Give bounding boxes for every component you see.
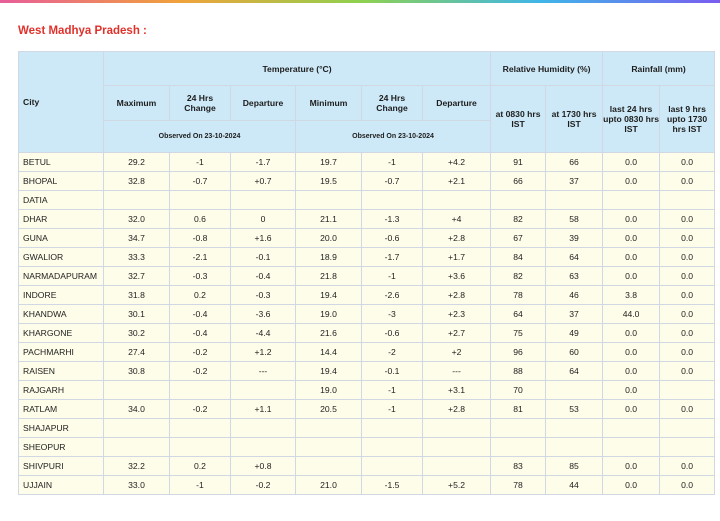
data-cell: 0.2 (170, 286, 231, 305)
data-cell: 30.8 (104, 362, 170, 381)
data-cell: 96 (491, 343, 546, 362)
data-cell (170, 191, 231, 210)
data-cell (660, 438, 715, 457)
data-cell: 21.8 (296, 267, 362, 286)
data-cell: -0.2 (170, 400, 231, 419)
data-cell: 81 (491, 400, 546, 419)
data-cell: 66 (491, 172, 546, 191)
data-cell: 19.4 (296, 286, 362, 305)
table-row (19, 343, 715, 362)
table-row (19, 172, 715, 191)
data-cell: 83 (491, 457, 546, 476)
data-cell: -1 (362, 381, 423, 400)
data-cell: -1.7 (231, 153, 296, 172)
data-cell: 34.7 (104, 229, 170, 248)
data-cell: 19.0 (296, 381, 362, 400)
data-cell (104, 419, 170, 438)
data-cell: 49 (546, 324, 603, 343)
data-cell (231, 191, 296, 210)
data-cell: 78 (491, 286, 546, 305)
data-cell: 27.4 (104, 343, 170, 362)
data-cell: 34.0 (104, 400, 170, 419)
data-cell (603, 191, 660, 210)
data-cell: 0.0 (660, 153, 715, 172)
data-cell: -0.8 (170, 229, 231, 248)
data-cell: +4 (423, 210, 491, 229)
city-name-cell: GWALIOR (19, 248, 104, 267)
data-cell: 64 (546, 248, 603, 267)
data-cell (546, 191, 603, 210)
data-cell (104, 381, 170, 400)
data-cell: 44 (546, 476, 603, 495)
data-cell: 0.0 (660, 172, 715, 191)
data-cell: 39 (546, 229, 603, 248)
header-rh-1730: at 1730 hrs IST (546, 86, 603, 153)
data-cell (296, 457, 362, 476)
data-cell: -0.2 (170, 343, 231, 362)
data-cell: 91 (491, 153, 546, 172)
data-cell: 0.0 (603, 210, 660, 229)
data-cell: 0.2 (170, 457, 231, 476)
data-cell: -2 (362, 343, 423, 362)
header-rh-0830: at 0830 hrs IST (491, 86, 546, 153)
data-cell: -0.7 (362, 172, 423, 191)
data-cell: +2.8 (423, 400, 491, 419)
data-cell: 0.0 (603, 362, 660, 381)
table-row (19, 267, 715, 286)
data-cell: +0.8 (231, 457, 296, 476)
data-cell: 0.0 (660, 305, 715, 324)
data-cell: -1 (362, 400, 423, 419)
data-cell: 66 (546, 153, 603, 172)
data-cell: 0.0 (603, 324, 660, 343)
data-cell: 18.9 (296, 248, 362, 267)
data-cell (231, 419, 296, 438)
table-row (19, 191, 715, 210)
header-rainfall: Rainfall (mm) (603, 52, 715, 86)
header-change-max: 24 Hrs Change (170, 86, 231, 121)
data-cell: +3.6 (423, 267, 491, 286)
data-cell: +1.1 (231, 400, 296, 419)
data-cell: 32.7 (104, 267, 170, 286)
data-cell: 37 (546, 172, 603, 191)
data-cell: 46 (546, 286, 603, 305)
city-name-cell: BETUL (19, 153, 104, 172)
data-cell: 31.8 (104, 286, 170, 305)
data-cell: 19.7 (296, 153, 362, 172)
data-cell: +2.8 (423, 229, 491, 248)
table-row (19, 438, 715, 457)
table-body (19, 153, 715, 495)
data-cell (491, 191, 546, 210)
data-cell (546, 419, 603, 438)
data-cell: 44.0 (603, 305, 660, 324)
data-cell: 0.0 (603, 248, 660, 267)
data-cell: 0.0 (603, 229, 660, 248)
data-cell (660, 191, 715, 210)
data-cell: 21.6 (296, 324, 362, 343)
data-cell: 33.3 (104, 248, 170, 267)
data-cell (362, 438, 423, 457)
data-cell: 0.0 (603, 476, 660, 495)
data-cell: 21.1 (296, 210, 362, 229)
header-humidity: Relative Humidity (%) (491, 52, 603, 86)
city-name-cell: DATIA (19, 191, 104, 210)
data-cell: 70 (491, 381, 546, 400)
data-cell: -1.3 (362, 210, 423, 229)
table-row (19, 248, 715, 267)
data-cell (170, 419, 231, 438)
data-cell: -1.7 (362, 248, 423, 267)
data-cell: 84 (491, 248, 546, 267)
data-cell: 0.0 (660, 362, 715, 381)
data-cell: 33.0 (104, 476, 170, 495)
data-cell: 19.0 (296, 305, 362, 324)
data-cell: 75 (491, 324, 546, 343)
data-cell: -0.3 (231, 286, 296, 305)
city-name-cell: DHAR (19, 210, 104, 229)
header-departure-max: Departure (231, 86, 296, 121)
data-cell: +2.3 (423, 305, 491, 324)
top-accent-line (0, 0, 720, 3)
data-cell (296, 191, 362, 210)
data-cell: 82 (491, 210, 546, 229)
table-row (19, 362, 715, 381)
data-cell: 0.0 (603, 343, 660, 362)
data-cell (603, 419, 660, 438)
header-city: City (19, 52, 104, 153)
data-cell: +3.1 (423, 381, 491, 400)
table-row (19, 153, 715, 172)
data-cell: -1 (362, 267, 423, 286)
data-cell (362, 191, 423, 210)
data-cell: 0.0 (660, 400, 715, 419)
data-cell: +5.2 (423, 476, 491, 495)
data-cell: +4.2 (423, 153, 491, 172)
data-cell: -0.2 (231, 476, 296, 495)
city-name-cell: SHIVPURI (19, 457, 104, 476)
data-cell: -1 (170, 153, 231, 172)
data-cell: -4.4 (231, 324, 296, 343)
data-cell: 64 (546, 362, 603, 381)
table-row (19, 476, 715, 495)
data-cell: 60 (546, 343, 603, 362)
city-name-cell: INDORE (19, 286, 104, 305)
data-cell (231, 381, 296, 400)
data-cell (104, 438, 170, 457)
data-cell: 20.0 (296, 229, 362, 248)
data-cell: 0.0 (660, 248, 715, 267)
data-cell (362, 457, 423, 476)
data-cell (491, 438, 546, 457)
data-cell: 32.0 (104, 210, 170, 229)
data-cell: 0.0 (603, 267, 660, 286)
data-cell: +2.1 (423, 172, 491, 191)
data-cell: -1 (362, 153, 423, 172)
data-cell: 0.0 (660, 324, 715, 343)
data-cell: 32.8 (104, 172, 170, 191)
table-row (19, 381, 715, 400)
table-row (19, 419, 715, 438)
data-cell: 78 (491, 476, 546, 495)
data-cell: -1 (170, 476, 231, 495)
header-maximum: Maximum (104, 86, 170, 121)
data-cell (491, 419, 546, 438)
data-cell: +1.6 (231, 229, 296, 248)
data-cell: +2 (423, 343, 491, 362)
table-row (19, 400, 715, 419)
data-cell: -0.4 (170, 305, 231, 324)
data-cell: 29.2 (104, 153, 170, 172)
data-cell (660, 419, 715, 438)
data-cell (362, 419, 423, 438)
table-row (19, 210, 715, 229)
header-rain-24: last 24 hrs upto 0830 hrs IST (603, 86, 660, 153)
data-cell: 58 (546, 210, 603, 229)
header-minimum: Minimum (296, 86, 362, 121)
data-cell (104, 191, 170, 210)
data-cell: 32.2 (104, 457, 170, 476)
data-cell: 30.2 (104, 324, 170, 343)
data-cell: -0.3 (170, 267, 231, 286)
city-name-cell: PACHMARHI (19, 343, 104, 362)
data-cell (423, 419, 491, 438)
data-cell (170, 438, 231, 457)
data-cell: 0.0 (603, 153, 660, 172)
city-name-cell: RAISEN (19, 362, 104, 381)
data-cell: +0.7 (231, 172, 296, 191)
header-departure-min: Departure (423, 86, 491, 121)
table-row (19, 305, 715, 324)
data-cell: 0.0 (660, 229, 715, 248)
data-cell: +1.7 (423, 248, 491, 267)
data-cell: 0.0 (660, 286, 715, 305)
data-cell: -3 (362, 305, 423, 324)
data-cell: -0.6 (362, 229, 423, 248)
city-name-cell: NARMADAPURAM (19, 267, 104, 286)
table-row (19, 229, 715, 248)
data-cell: -3.6 (231, 305, 296, 324)
data-cell: --- (231, 362, 296, 381)
data-cell: -2.1 (170, 248, 231, 267)
city-name-cell: GUNA (19, 229, 104, 248)
city-name-cell: KHANDWA (19, 305, 104, 324)
city-name-cell: RATLAM (19, 400, 104, 419)
data-cell: 0.0 (603, 457, 660, 476)
data-cell: 0 (231, 210, 296, 229)
data-cell (423, 191, 491, 210)
data-cell: -0.6 (362, 324, 423, 343)
data-cell: 53 (546, 400, 603, 419)
data-cell: +2.8 (423, 286, 491, 305)
data-cell: -0.1 (362, 362, 423, 381)
data-cell (296, 419, 362, 438)
data-cell: 63 (546, 267, 603, 286)
city-name-cell: BHOPAL (19, 172, 104, 191)
data-cell (231, 438, 296, 457)
data-cell: 0.6 (170, 210, 231, 229)
data-cell: 0.0 (660, 210, 715, 229)
data-cell: 19.4 (296, 362, 362, 381)
data-cell (423, 457, 491, 476)
data-cell: 0.0 (660, 343, 715, 362)
data-cell: 88 (491, 362, 546, 381)
header-temperature: Temperature (°C) (104, 52, 491, 86)
data-cell (603, 438, 660, 457)
header-rain-9: last 9 hrs upto 1730 hrs IST (660, 86, 715, 153)
data-cell: -0.1 (231, 248, 296, 267)
observed-date-min: Observed On 23-10-2024 (296, 121, 491, 153)
data-cell: -0.2 (170, 362, 231, 381)
data-cell: -0.7 (170, 172, 231, 191)
data-cell (546, 381, 603, 400)
data-cell: +1.2 (231, 343, 296, 362)
data-cell: -2.6 (362, 286, 423, 305)
data-cell (170, 381, 231, 400)
data-cell (296, 438, 362, 457)
data-cell: 0.0 (660, 267, 715, 286)
city-name-cell: RAJGARH (19, 381, 104, 400)
data-cell: 0.0 (603, 172, 660, 191)
data-cell: 85 (546, 457, 603, 476)
data-cell: -0.4 (170, 324, 231, 343)
data-cell: 64 (491, 305, 546, 324)
table-row (19, 286, 715, 305)
data-cell: 3.8 (603, 286, 660, 305)
data-cell: -1.5 (362, 476, 423, 495)
data-cell: 67 (491, 229, 546, 248)
data-cell: 20.5 (296, 400, 362, 419)
data-cell (423, 438, 491, 457)
observed-date-max: Observed On 23-10-2024 (104, 121, 296, 153)
data-cell: 19.5 (296, 172, 362, 191)
data-cell: 0.0 (660, 457, 715, 476)
data-cell: 21.0 (296, 476, 362, 495)
city-name-cell: KHARGONE (19, 324, 104, 343)
city-name-cell: SHAJAPUR (19, 419, 104, 438)
header-change-min: 24 Hrs Change (362, 86, 423, 121)
data-cell: 37 (546, 305, 603, 324)
city-name-cell: SHEOPUR (19, 438, 104, 457)
weather-table (18, 51, 715, 495)
data-cell: +2.7 (423, 324, 491, 343)
data-cell: 14.4 (296, 343, 362, 362)
data-cell (546, 438, 603, 457)
data-cell: 0.0 (603, 400, 660, 419)
table-row (19, 324, 715, 343)
data-cell: 30.1 (104, 305, 170, 324)
data-cell: --- (423, 362, 491, 381)
data-cell (660, 381, 715, 400)
data-cell: 82 (491, 267, 546, 286)
page-title: West Madhya Pradesh : (18, 25, 147, 37)
table-row (19, 457, 715, 476)
city-name-cell: UJJAIN (19, 476, 104, 495)
data-cell: 0.0 (660, 476, 715, 495)
data-cell: -0.4 (231, 267, 296, 286)
data-cell: 0.0 (603, 381, 660, 400)
